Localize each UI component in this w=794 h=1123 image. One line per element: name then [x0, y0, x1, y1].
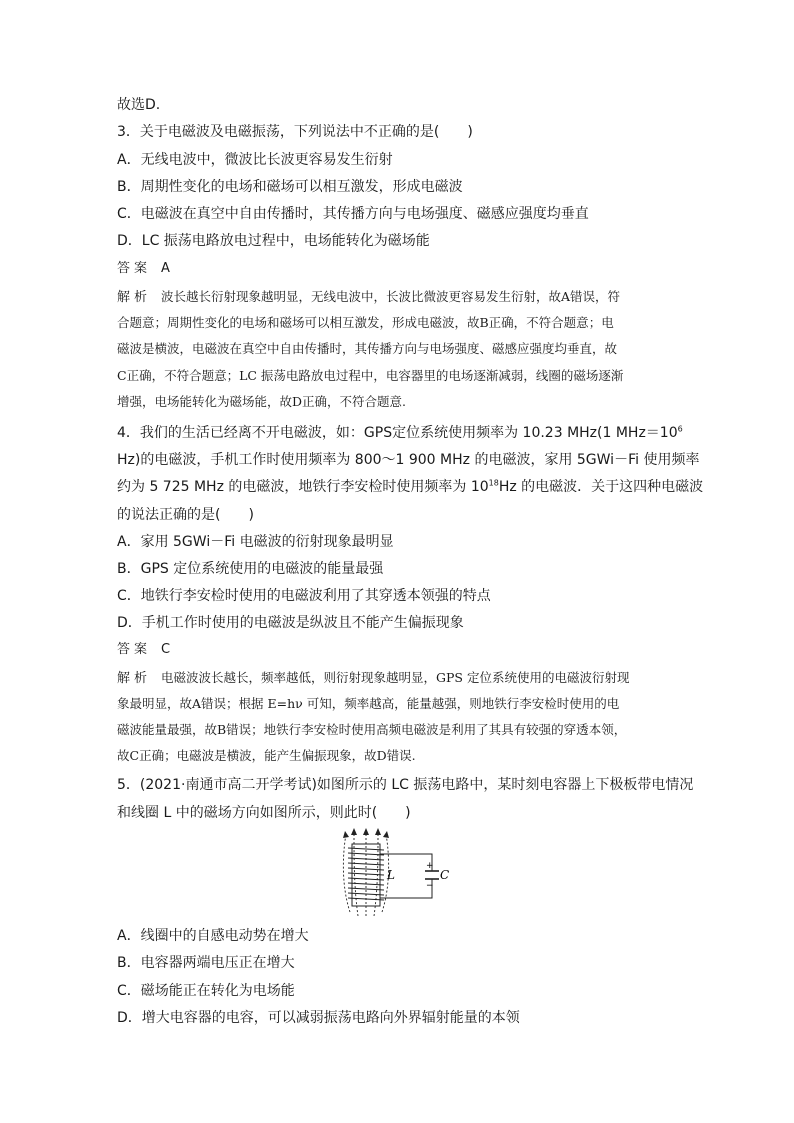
capacitor-label: C	[440, 868, 450, 882]
q4-stem-line-2: Hz)的电磁波，手机工作时使用频率为 800～1 900 MHz 的电磁波，家用 5GWi－Fi 使用频率	[117, 452, 700, 468]
q3-analysis-line-5: 增强，电场能转化为磁场能，故D正确，不符合题意.	[117, 394, 406, 409]
q3-analysis-line-3: 磁波是横波，电磁波在真空中自由传播时，其传播方向与电场强度、磁感应强度均垂直，故	[117, 341, 618, 356]
q4-analysis-line-2: 象最明显，故A错误；根据 E=hν 可知，频率越高，能量越强，则地铁行李安检时使用的电	[117, 696, 620, 711]
q3-option-d: D．LC 振荡电路放电过程中，电场能转化为磁场能	[117, 233, 430, 249]
q4-option-a: A．家用 5GWi－Fi 电磁波的衍射现象最明显	[117, 534, 394, 550]
plus-sign: +	[426, 861, 434, 871]
q4-option-b: B．GPS 定位系统使用的电磁波的能量最强	[117, 561, 384, 577]
q3-option-a: A．无线电波中，微波比长波更容易发生衍射	[117, 152, 393, 168]
q5-option-d: D．增大电容器的电容，可以减弱振荡电路向外界辐射能量的本领	[117, 1010, 520, 1026]
q3-answer	[117, 261, 170, 277]
q4-analysis-line-4: 故C正确；电磁波是横波，能产生偏振现象，故D错误.	[117, 748, 416, 763]
q4-stem-line-1: 4．我们的生活已经离不开电磁波，如：GPS定位系统使用频率为 10.23 MHz(1 $MHz=10^6$	[117, 424, 683, 441]
q5-option-c: C．磁场能正在转化为电场能	[117, 983, 295, 999]
answer-value: A	[161, 261, 170, 276]
field-arrows	[343, 828, 389, 838]
answer-label: 答案	[117, 261, 152, 276]
answer-label: 答案	[117, 642, 152, 657]
q5-stem-line-1: 5．(2021·南通市高二开学考试)如图所示的 LC 振荡电路中，某时刻电容器上下极板带电情况	[117, 777, 694, 793]
q4-option-c: C．地铁行李安检时使用的电磁波利用了其穿透本领强的特点	[117, 588, 491, 604]
q5-stem-line-2: 和线圈 L 中的磁场方向如图所示，则此时( )	[117, 805, 411, 821]
lc-circuit-diagram	[340, 828, 450, 920]
q3-analysis-line-2: 合题意；周期性变化的电场和磁场可以相互激发，形成电磁波，故B正确，不符合题意；电	[117, 315, 614, 330]
analysis-label: 解析	[117, 671, 152, 686]
q5-option-b: B．电容器两端电压正在增大	[117, 955, 295, 971]
q3-stem: 3．关于电磁波及电磁振荡，下列说法中不正确的是( )	[117, 124, 473, 140]
coil-label: L	[387, 868, 395, 882]
q4-stem-line-4: 的说法正确的是( )	[117, 507, 254, 523]
q4-analysis-line-3: 磁波能量最强，故B错误；地铁行李安检时使用高频电磁波是利用了其具有较强的穿透本领，	[117, 722, 627, 737]
q4-sup-18: 18	[488, 478, 499, 488]
q4-sup-6: 6	[677, 424, 683, 434]
q4-option-d: D．手机工作时使用的电磁波是纵波且不能产生偏振现象	[117, 615, 464, 631]
analysis-label: 解析	[117, 290, 152, 305]
q3-option-c: C．电磁波在真空中自由传播时，其传播方向与电场强度、磁感应强度均垂直	[117, 206, 589, 222]
q3-analysis-line-4: C正确，不符合题意；LC 振荡电路放电过程中，电容器里的电场逐渐减弱，线圈的磁场逐渐	[117, 368, 624, 383]
q4-analysis-line-1: 解析 电磁波波长越长，频率越低，则衍射现象越明显，GPS 定位系统使用的电磁波衍射现	[117, 670, 630, 686]
q3-analysis-line-1: 解析 波长越长衍射现象越明显，无线电波中，长波比微波更容易发生衍射，故A错误，符	[117, 289, 621, 305]
answer-value: C	[161, 642, 171, 657]
q4-answer	[117, 642, 170, 658]
q5-option-a: A．线圈中的自感电动势在增大	[117, 928, 309, 944]
q3-option-b: B．周期性变化的电场和磁场可以相互激发，形成电磁波	[117, 179, 463, 195]
previous-answer-tail: 故选D.	[117, 97, 161, 113]
q4-stem-line-3: 约为 5 725 MHz 的电磁波，地铁行李安检时使用频率为 $10^{18}Hz$ 的电磁波．关于这四种电磁波	[117, 478, 704, 495]
minus-sign: −	[426, 881, 434, 891]
